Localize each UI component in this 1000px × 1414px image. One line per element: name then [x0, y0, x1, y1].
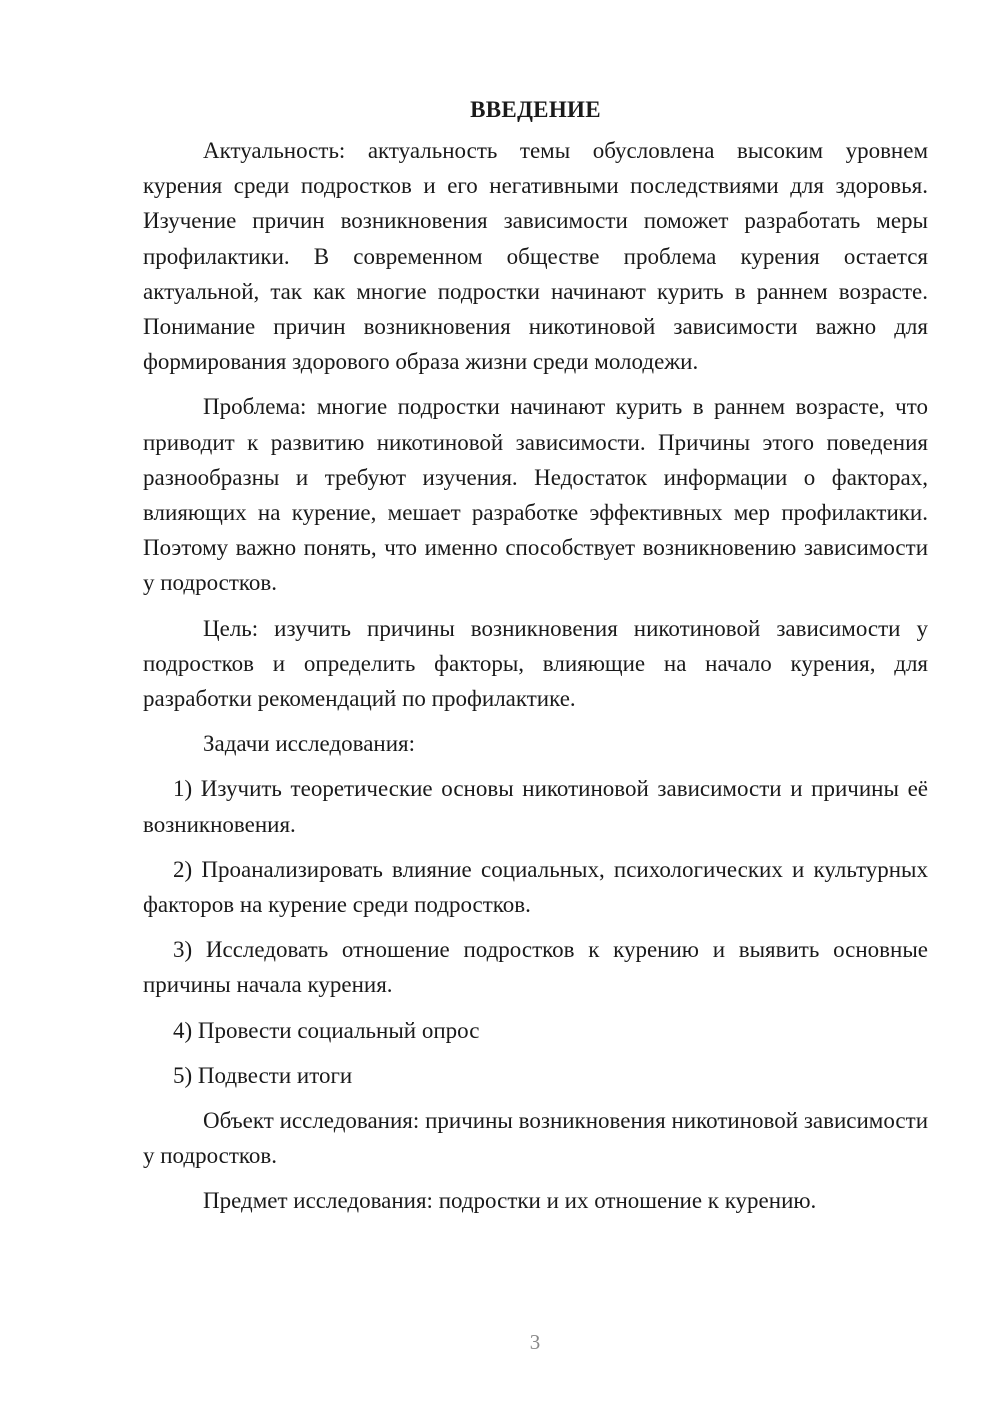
- page-number: 3: [529, 1330, 541, 1354]
- tasks-heading: Задачи исследования:: [203, 731, 416, 757]
- subject-paragraph: Предмет исследования: подростки и их отношение к курению.: [203, 1188, 817, 1214]
- task-item-4: 4) Провести социальный опрос: [173, 1017, 480, 1043]
- goal-paragraph: Цель: изучить причины возникновения никотиновой зависимости у подростков и определить факторы, влияющие на начало курения, для разработки рекомендаций по профилактике.: [143, 615, 928, 712]
- section-title: ВВЕДЕНИЕ: [470, 97, 601, 122]
- task-item-1: 1) Изучить теоретические основы никотиновой зависимости и причины её возникновения.: [143, 776, 928, 837]
- object-paragraph: Объект исследования: причины возникновения никотиновой зависимости у подростков.: [143, 1108, 928, 1169]
- task-item-5: 5) Подвести итоги: [173, 1062, 353, 1088]
- problem-paragraph: Проблема: многие подростки начинают курить в раннем возрасте, что приводит к развитию никотиновой зависимости. Причины этого поведения разнообразны и требуют изучения. Недостаток информации о факторах, влияющих на курение, мешает разработке эффективных мер профилактики. Поэтому важно понять, что именно способствует возникновению зависимости у подростков.: [143, 394, 928, 596]
- task-item-2: 2) Проанализировать влияние социальных, психологических и культурных факторов на курение среди подростков.: [143, 856, 928, 918]
- page-content: [143, 92, 928, 1229]
- task-item-3: 3) Исследовать отношение подростков к курению и выявить основные причины начала курения.: [143, 937, 928, 998]
- relevance-paragraph: Актуальность: актуальность темы обусловлена высоким уровнем курения среди подростков и его негативными последствиями для здоровья. Изучение причин возникновения зависимости поможет разработать меры профилактики. В современном обществе проблема курения остается актуальной, так как многие подростки начинают курить в раннем возрасте. Понимание причин возникновения никотиновой зависимости важно для формирования здорового образа жизни среди молодежи.: [143, 138, 928, 375]
